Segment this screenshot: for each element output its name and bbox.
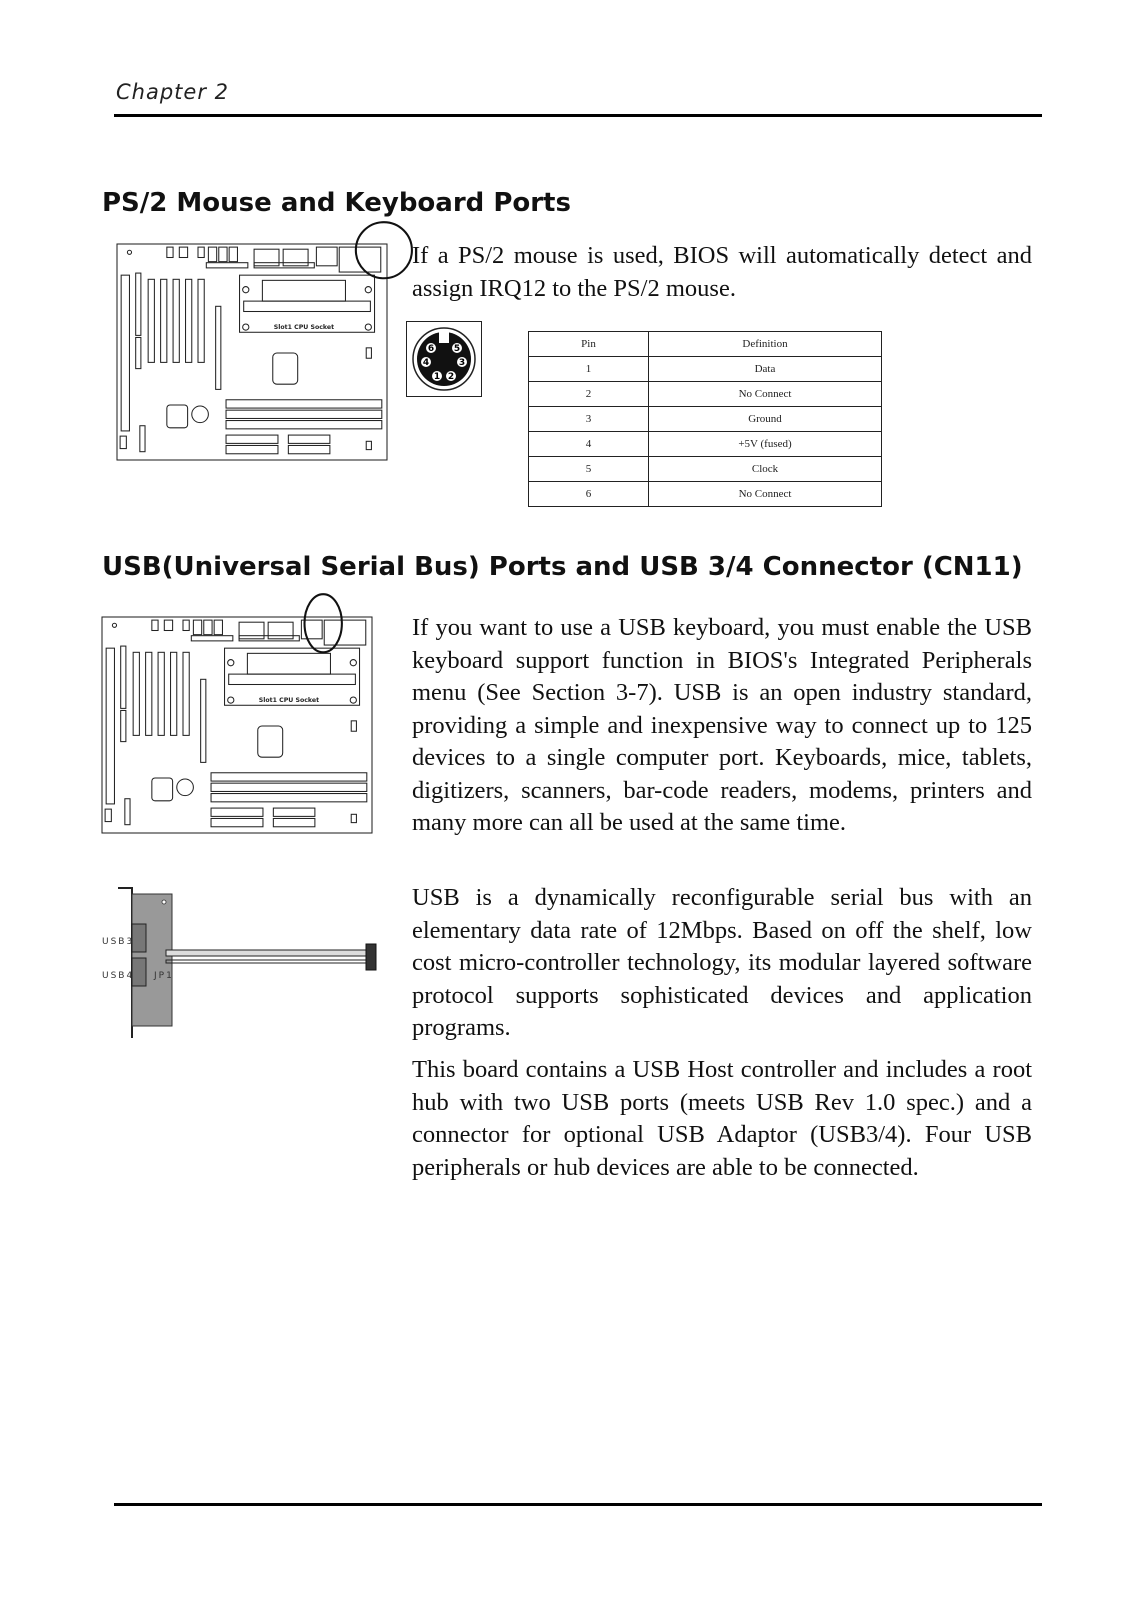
table-row: [529, 357, 882, 382]
pin-label-2: 2: [447, 372, 455, 382]
table-cell: 5: [529, 457, 649, 482]
table-cell: Data: [649, 357, 882, 382]
footer-rule: [114, 1503, 1042, 1506]
usb-paragraph-2: USB is a dynamically reconfigurable serial bus with an elementary data rate of 12Mbps. Based on off the shelf, low cost micro-controller technology, its modular layered software protocol supports sophisticated devices and application programs.: [412, 884, 1032, 1041]
table-row: [529, 407, 882, 432]
table-row: [529, 432, 882, 457]
highlight-circle-ps2: [356, 222, 412, 278]
pin-label-6: 6: [427, 344, 435, 354]
table-cell: 4: [529, 432, 649, 457]
pin-label-5: 5: [453, 344, 461, 354]
table-header-cell: Definition: [649, 332, 882, 357]
ps2-connector-icon: [406, 321, 482, 397]
section-title-ps2: PS/2 Mouse and Keyboard Ports: [102, 188, 571, 218]
table-cell: No Connect: [649, 382, 882, 407]
section-title-usb: USB(Universal Serial Bus) Ports and USB 3/4 Connector (CN11): [102, 552, 1023, 582]
table-cell: 6: [529, 482, 649, 507]
usb3-label: USB3: [102, 937, 135, 947]
motherboard-diagram-usb: [102, 617, 372, 833]
motherboard-diagram-ps2: [102, 244, 402, 460]
table-header-row: [529, 332, 882, 357]
table-row: [529, 482, 882, 507]
table-cell: +5V (fused): [649, 432, 882, 457]
cpu-socket-label: Slot1 CPU Socket: [258, 697, 320, 705]
header-rule: [114, 114, 1042, 117]
highlight-circle-usb: [305, 594, 342, 652]
usb-paragraph-1: If you want to use a USB keyboard, you must enable the USB keyboard support function in BIOS's Integrated Peripherals menu (See Section 3-7). USB is an open industry standard, providing a simple and inexpensive way to connect up to 125 devices to a single computer port. Keyboards, mice, tablets, digitizers, scanners, bar-code readers, modems, printers and many more can all be used at the same time.: [412, 614, 1032, 836]
table-cell: 3: [529, 407, 649, 432]
table-cell: Clock: [649, 457, 882, 482]
pin-label-1: 1: [433, 372, 441, 382]
table-cell: No Connect: [649, 482, 882, 507]
usb-paragraph-3: This board contains a USB Host controller and includes a root hub with two USB ports (meets USB Rev 1.0 spec.) and a connector for optional USB Adaptor (USB3/4). Four USB peripherals or hub devices are able to be connected.: [412, 1056, 1032, 1181]
pin-label-4: 4: [422, 358, 430, 368]
cpu-socket-label: Slot1 CPU Socket: [273, 324, 335, 332]
chapter-label: Chapter 2: [116, 80, 229, 104]
pin-label-3: 3: [458, 358, 466, 368]
table-row: [529, 457, 882, 482]
table-cell: 1: [529, 357, 649, 382]
usb-adaptor-bracket: [96, 880, 386, 1040]
table-header-cell: Pin: [529, 332, 649, 357]
ps2-pin-table: [528, 331, 882, 507]
table-cell: Ground: [649, 407, 882, 432]
table-cell: 2: [529, 382, 649, 407]
usb4-label: USB4: [102, 971, 135, 981]
jp1-label: JP1: [154, 971, 174, 981]
table-row: [529, 382, 882, 407]
ps2-paragraph: If a PS/2 mouse is used, BIOS will automatically detect and assign IRQ12 to the PS/2 mouse.: [412, 242, 1032, 302]
